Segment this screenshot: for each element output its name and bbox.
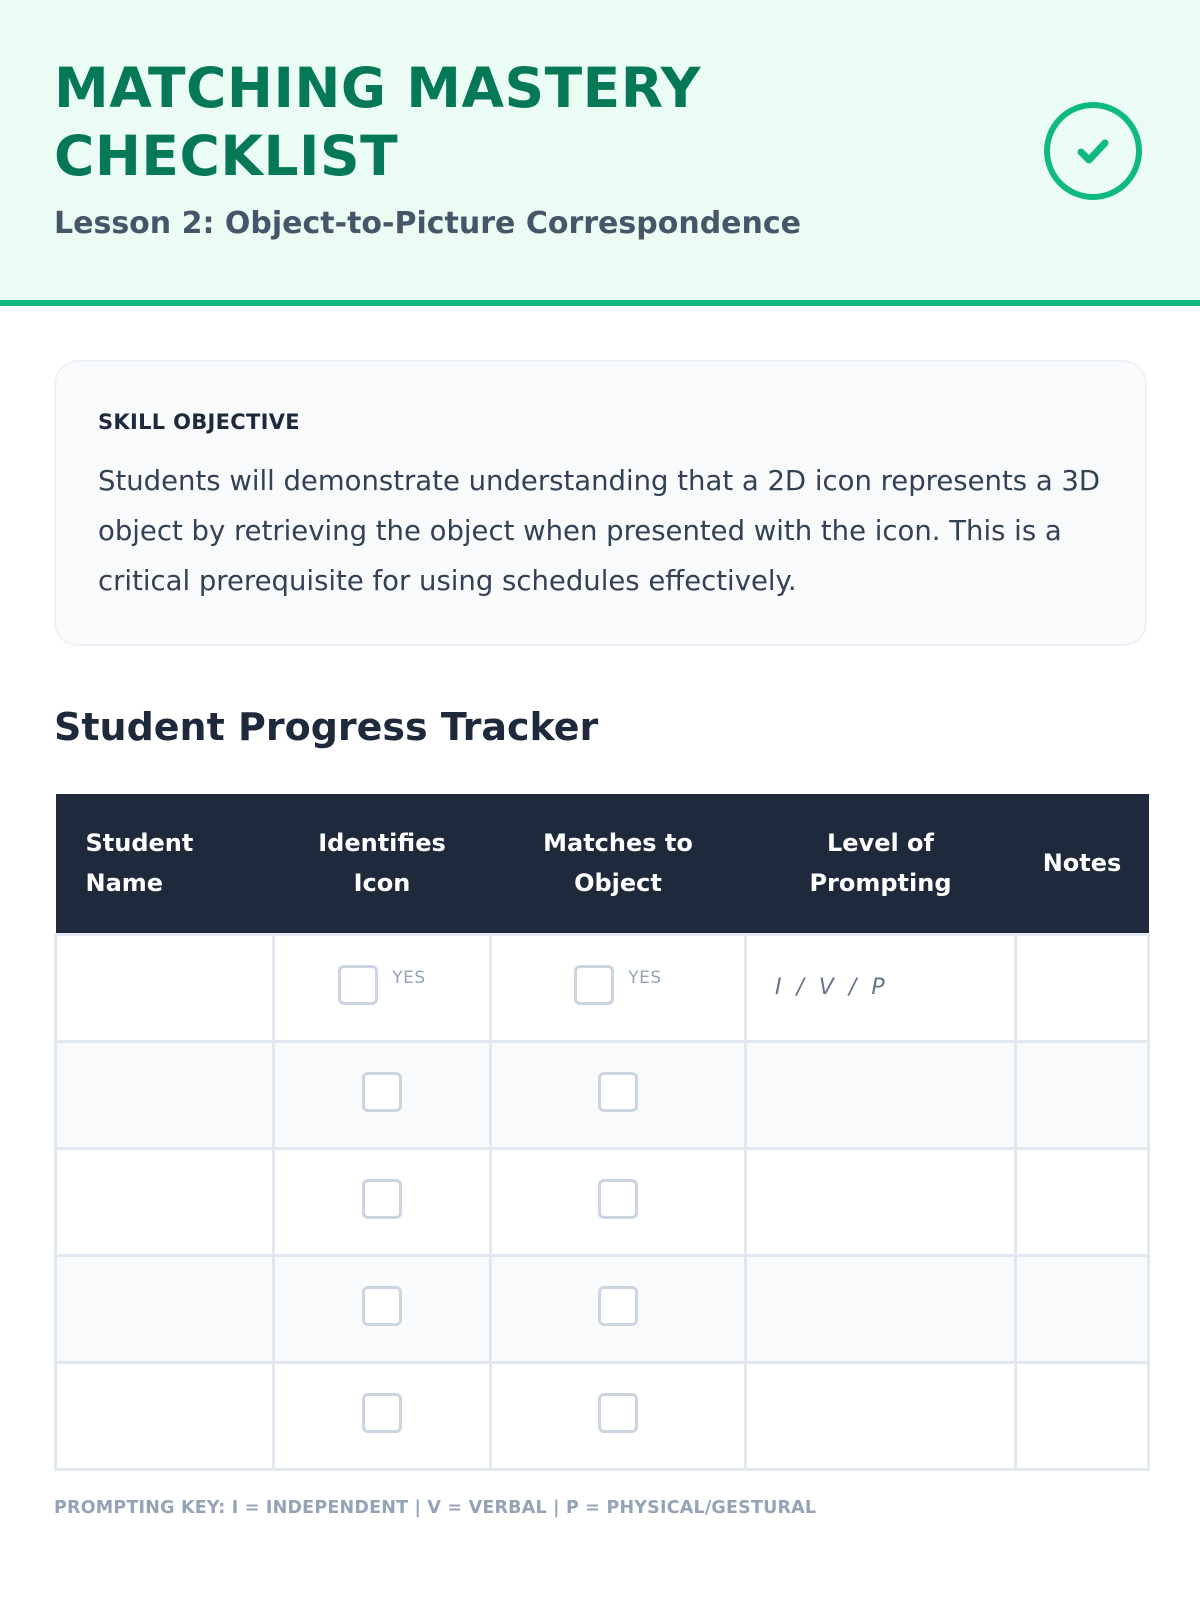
tracker-title: Student Progress Tracker bbox=[54, 705, 599, 749]
notes-cell[interactable] bbox=[1016, 934, 1149, 1041]
table-row bbox=[56, 1041, 1149, 1148]
table-header-row bbox=[56, 794, 1149, 934]
identifies-icon-cell bbox=[274, 1255, 491, 1362]
column-header-notes: Notes bbox=[1016, 794, 1149, 934]
identifies-icon-checkbox[interactable] bbox=[362, 1286, 402, 1326]
matches-object-checkbox[interactable] bbox=[598, 1072, 638, 1112]
matches-object-checkbox[interactable] bbox=[598, 1393, 638, 1433]
notes-cell[interactable] bbox=[1016, 1041, 1149, 1148]
prompting-key-footnote: PROMPTING KEY: I = INDEPENDENT | V = VERBAL | P = PHYSICAL/GESTURAL bbox=[54, 1498, 817, 1518]
notes-cell[interactable] bbox=[1016, 1255, 1149, 1362]
page-header bbox=[0, 0, 1200, 306]
prompting-level-cell[interactable] bbox=[746, 1362, 1016, 1469]
column-header-prompting-level: Level of Prompting bbox=[746, 794, 1016, 934]
table-row bbox=[56, 1148, 1149, 1255]
identifies-icon-cell bbox=[274, 1148, 491, 1255]
student-name-cell[interactable] bbox=[56, 1148, 274, 1255]
column-header-student-name: Student Name bbox=[56, 794, 274, 934]
table-row bbox=[56, 1255, 1149, 1362]
identifies-icon-checkbox[interactable] bbox=[338, 965, 378, 1005]
checkmark-icon bbox=[1071, 129, 1115, 173]
prompting-level-cell[interactable] bbox=[746, 1148, 1016, 1255]
matches-object-cell bbox=[491, 934, 746, 1041]
student-progress-table bbox=[54, 794, 1150, 1471]
matches-object-cell bbox=[491, 1362, 746, 1469]
identifies-icon-cell bbox=[274, 1362, 491, 1469]
page-title: MATCHING MASTERY CHECKLIST bbox=[54, 56, 701, 188]
student-name-cell[interactable] bbox=[56, 1255, 274, 1362]
skill-objective-label: SKILL OBJECTIVE bbox=[98, 410, 300, 434]
table-row bbox=[56, 934, 1149, 1041]
prompting-level-cell[interactable] bbox=[746, 1041, 1016, 1148]
column-header-identifies-icon: Identifies Icon bbox=[274, 794, 491, 934]
skill-objective-text: Students will demonstrate understanding that a 2D icon represents a 3D object by retrieving the object when presented with the icon. This is a critical prerequisite for using schedules effectively. bbox=[98, 465, 1101, 597]
checkbox-yes-label: YES bbox=[392, 968, 426, 988]
table-row bbox=[56, 1362, 1149, 1469]
check-circle-icon bbox=[1044, 102, 1142, 200]
matches-object-checkbox[interactable] bbox=[598, 1286, 638, 1326]
matches-object-checkbox[interactable] bbox=[598, 1179, 638, 1219]
column-header-matches-object: Matches to Object bbox=[491, 794, 746, 934]
identifies-icon-checkbox[interactable] bbox=[362, 1179, 402, 1219]
identifies-icon-cell bbox=[274, 934, 491, 1041]
identifies-icon-cell bbox=[274, 1041, 491, 1148]
identifies-icon-checkbox[interactable] bbox=[362, 1393, 402, 1433]
checkbox-yes-label: YES bbox=[628, 968, 662, 988]
page-subtitle: Lesson 2: Object-to-Picture Correspondence bbox=[54, 206, 801, 241]
skill-objective-card bbox=[54, 360, 1147, 646]
student-name-cell[interactable] bbox=[56, 1041, 274, 1148]
matches-object-cell bbox=[491, 1148, 746, 1255]
notes-cell[interactable] bbox=[1016, 1148, 1149, 1255]
prompting-level-cell[interactable] bbox=[746, 934, 1016, 1041]
student-name-cell[interactable] bbox=[56, 1362, 274, 1469]
matches-object-cell bbox=[491, 1255, 746, 1362]
notes-cell[interactable] bbox=[1016, 1362, 1149, 1469]
prompting-level-cell[interactable] bbox=[746, 1255, 1016, 1362]
identifies-icon-checkbox[interactable] bbox=[362, 1072, 402, 1112]
matches-object-cell bbox=[491, 1041, 746, 1148]
student-name-cell[interactable] bbox=[56, 934, 274, 1041]
prompting-hint: I / V / P bbox=[775, 975, 889, 1000]
matches-object-checkbox[interactable] bbox=[574, 965, 614, 1005]
